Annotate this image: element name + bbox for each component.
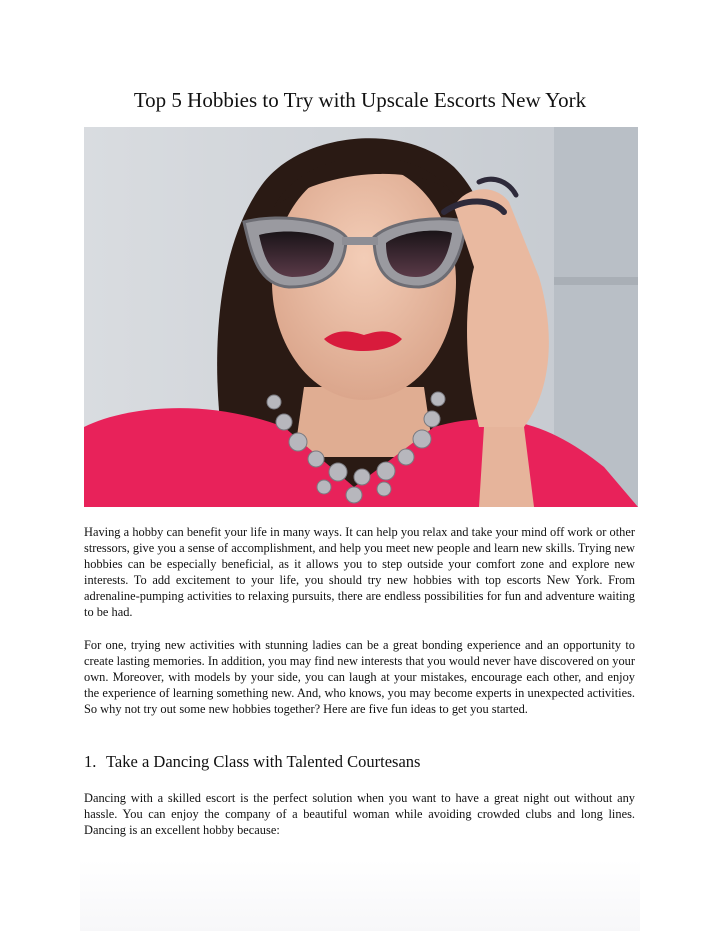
document-title: Top 5 Hobbies to Try with Upscale Escorts New York [133,88,587,112]
section-heading [84,751,635,773]
body-paragraph: For one, trying new activities with stunning ladies can be a great bonding experience and an opportunity to create lasting memories. In addition, you may find new interests that you would never have discovered on your own. Moreover, with models by your side, you can laugh at your mistakes, encourage each other, and enjoy the experience of learning something new. And, who knows, you may become experts in unexpected activities. So why not try out some new hobbies together? Here are five fun ideas to get you started. [84,638,635,716]
section-heading-text: Take a Dancing Class with Talented Courtesans [106,752,421,771]
photo-illustration [84,127,638,507]
intro-paragraph: Having a hobby can benefit your life in many ways. It can help you relax and take your mind off work or other stressors, give you a sense of accomplishment, and help you meet new people and learn new skills. Trying new hobbies can be especially beneficial, as it allows you to step outside your comfort zone and explore new interests. To add excitement to your life, you should try new hobbies with top escorts New York. From adrenaline-pumping activities to relaxing pursuits, there are endless possibilities for fun and adventure waiting to be had. [84,525,635,619]
hero-photo [84,127,638,507]
section-number: 1. [84,752,97,771]
section-paragraph: Dancing with a skilled escort is the perfect solution when you want to have a great night out without any hassle. You can enjoy the company of a beautiful woman while avoiding crowded clubs and long lines. Dancing is an excellent hobby because: [84,791,635,837]
page-bottom-shade [80,860,640,931]
